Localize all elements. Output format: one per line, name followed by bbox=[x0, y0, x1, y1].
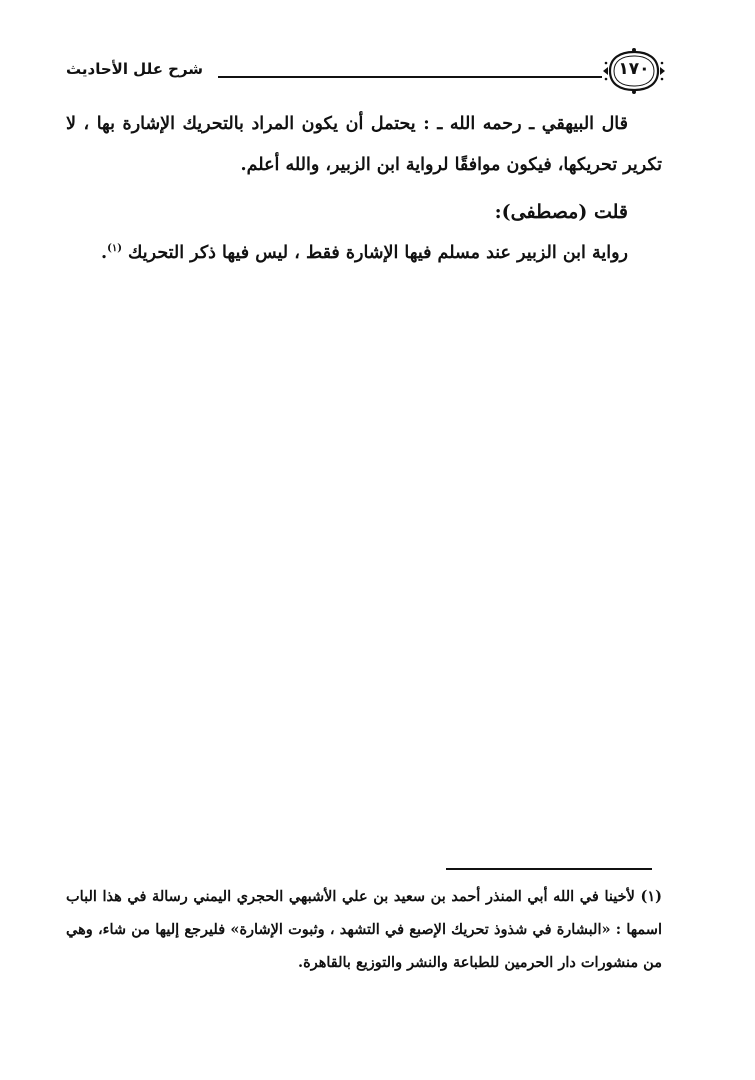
footnote: (١) لأخينا في الله أبي المنذر أحمد بن سعيد بن علي الأشبهي الحجري اليمني رسالة في هذا الباب اسمها : «البشارة في شذوذ تحريك الإصبع في التشهد ، وثبوت الإشارة» فليرجع إليها من شاء، وهي من منشورات دار الحرمين للطباعة والنشر والتوزيع بالقاهرة. bbox=[66, 888, 662, 971]
page-number: ١٧٠ bbox=[618, 59, 650, 79]
header-rule bbox=[218, 76, 602, 78]
footnote-rule bbox=[446, 868, 652, 870]
running-header-title: شرح علل الأحاديث bbox=[66, 60, 204, 78]
main-text bbox=[66, 104, 662, 274]
paragraph-text: رواية ابن الزبير عند مسلم فيها الإشارة فقط ، ليس فيها ذكر التحريك bbox=[128, 243, 628, 263]
footnote-reference: (١) bbox=[107, 243, 122, 255]
paragraph: قال البيهقي ـ رحمه الله ـ : يحتمل أن يكون المراد بالتحريك الإشارة بها ، لا تكرير تحريكها، فيكون موافقًا لرواية ابن الزبير، والله أعلم. bbox=[66, 114, 662, 175]
paragraph-end: . bbox=[101, 243, 108, 263]
paragraph bbox=[66, 233, 662, 274]
page-number-ornament bbox=[602, 47, 666, 95]
section-heading: قلت (مصطفى): bbox=[494, 201, 628, 223]
